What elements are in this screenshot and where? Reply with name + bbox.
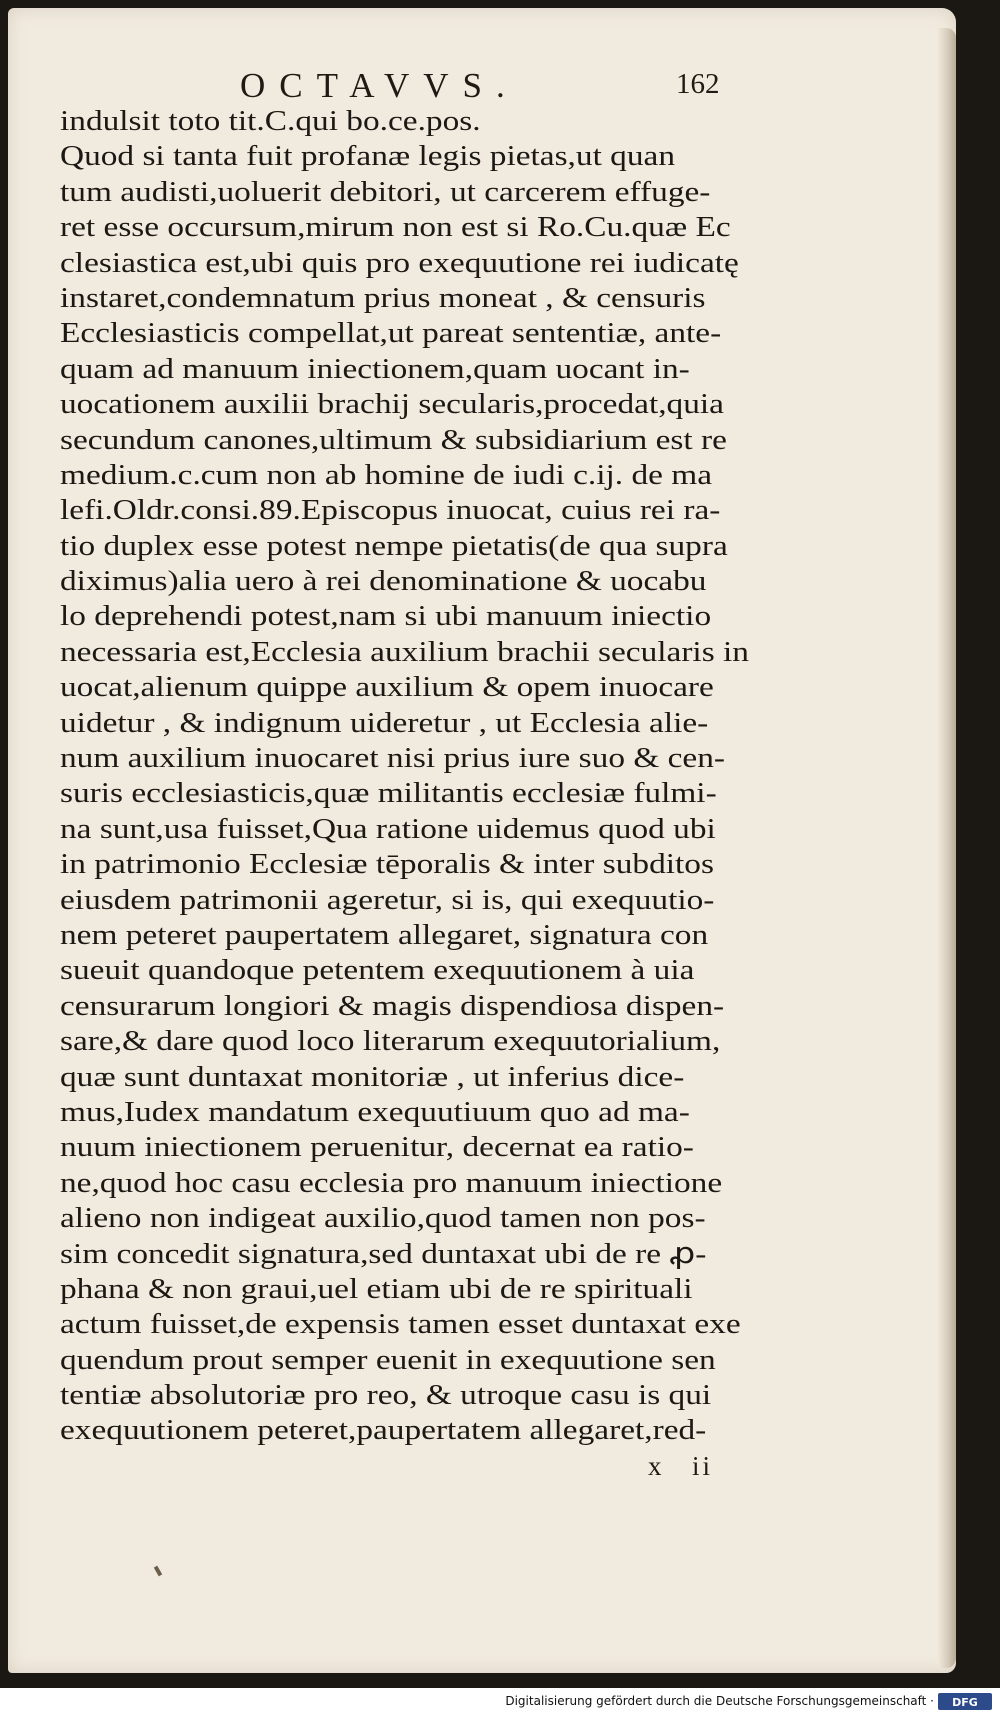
- text-line: alieno non indigeat auxilio,quod tamen non pos-: [60, 1202, 706, 1235]
- text-line: diximus)alia uero à rei denominatione & uocabu: [60, 565, 707, 598]
- dfg-logo-icon: [938, 1693, 992, 1710]
- text-line: na sunt,usa fuisset,Qua ratione uidemus quod ubi: [60, 812, 716, 845]
- text-line: uocat,alienum quippe auxilium & opem inuocare: [60, 671, 714, 704]
- funding-credit: Digitalisierung gefördert durch die Deutsche Forschungsgemeinschaft ·: [505, 1694, 934, 1708]
- text-line: quendum prout semper euenit in exequutione sen: [60, 1343, 716, 1376]
- signature-letter: x: [648, 1451, 662, 1481]
- text-line: sare,& dare quod loco literarum exequutorialium,: [60, 1025, 721, 1058]
- text-line: suris ecclesiasticis,quæ militantis ecclesiæ fulmi-: [60, 777, 717, 810]
- digitization-footer: [0, 1688, 1000, 1718]
- text-line: quæ sunt duntaxat monitoriæ , ut inferius dice-: [60, 1060, 685, 1093]
- signature-row: [8, 1451, 956, 1487]
- text-line: quam ad manuum iniectionem,quam uocant in-: [60, 352, 690, 385]
- running-head: [8, 66, 956, 106]
- text-line: instaret,condemnatum prius moneat , & censuris: [60, 281, 706, 314]
- text-line: uidetur , & indignum uideretur , ut Ecclesia alie-: [60, 706, 709, 739]
- text-line: secundum canones,ultimum & subsidiarium est re: [60, 423, 727, 456]
- text-line: lo deprehendi potest,nam si ubi manuum iniectio: [60, 600, 712, 633]
- text-line: nem peteret paupertatem allegaret, signatura con: [60, 918, 709, 951]
- text-line: indulsit toto tit.C.qui bo.ce.pos.: [60, 105, 481, 137]
- text-line: tentiæ absolutoriæ pro reo, & utroque casu is qui: [60, 1379, 712, 1412]
- text-line: mus,Iudex mandatum exequutiuum quo ad ma-: [60, 1095, 690, 1128]
- text-line: medium.c.cum non ab homine de iudi c.ij. de ma: [60, 458, 713, 491]
- ink-speck: [154, 1566, 162, 1577]
- text-line: ne,quod hoc casu ecclesia pro manuum iniectione: [60, 1166, 723, 1199]
- text-line: num auxilium inuocaret nisi prius iure suo & cen-: [60, 742, 726, 775]
- text-line: Ecclesiasticis compellat,ut pareat sententiæ, ante-: [60, 317, 722, 350]
- body-text: [60, 104, 800, 1449]
- text-line: sim concedit signatura,sed duntaxat ubi de re ꝓ-: [60, 1237, 707, 1270]
- text-line: phana & non graui,uel etiam ubi de re spirituali: [60, 1272, 693, 1305]
- book-page: [8, 8, 956, 1673]
- dfg-logo-text: DFG: [952, 1696, 978, 1709]
- text-line: actum fuisset,de expensis tamen esset duntaxat exe: [60, 1308, 741, 1341]
- text-line: eiusdem patrimonii ageretur, si is, qui exequutio-: [60, 883, 715, 916]
- text-line: censurarum longiori & magis dispendiosa dispen-: [60, 989, 725, 1022]
- page-number: 162: [676, 68, 720, 100]
- text-line: nuum iniectionem peruenitur, decernat ea ratio-: [60, 1131, 694, 1164]
- text-line: exequutionem peteret,paupertatem allegaret,red-: [60, 1414, 707, 1447]
- text-line: lefi.Oldr.consi.89.Episcopus inuocat, cuius rei ra-: [60, 494, 721, 527]
- text-line: uocationem auxilii brachij secularis,procedat,quia: [60, 388, 724, 421]
- page-edge-shadow: [938, 28, 956, 1668]
- text-line: tio duplex esse potest nempe pietatis(de qua supra: [60, 529, 728, 562]
- text-line: in patrimonio Ecclesiæ tēporalis & inter subditos: [60, 848, 714, 881]
- text-line: clesiastica est,ubi quis pro exequutione rei iudicatę: [60, 246, 739, 279]
- text-line: necessaria est,Ecclesia auxilium brachii secularis in: [60, 635, 749, 668]
- text-line: sueuit quandoque petentem exequutionem à uia: [60, 954, 695, 987]
- signature-number: ii: [692, 1451, 714, 1481]
- text-line: tum audisti,uoluerit debitori, ut carcerem effuge-: [60, 175, 711, 208]
- text-line: Quod si tanta fuit profanæ legis pietas,ut quan: [60, 140, 676, 173]
- running-title: OCTAVVS.: [240, 66, 519, 105]
- text-line: ret esse occursum,mirum non est si Ro.Cu.quæ Ec: [60, 211, 731, 244]
